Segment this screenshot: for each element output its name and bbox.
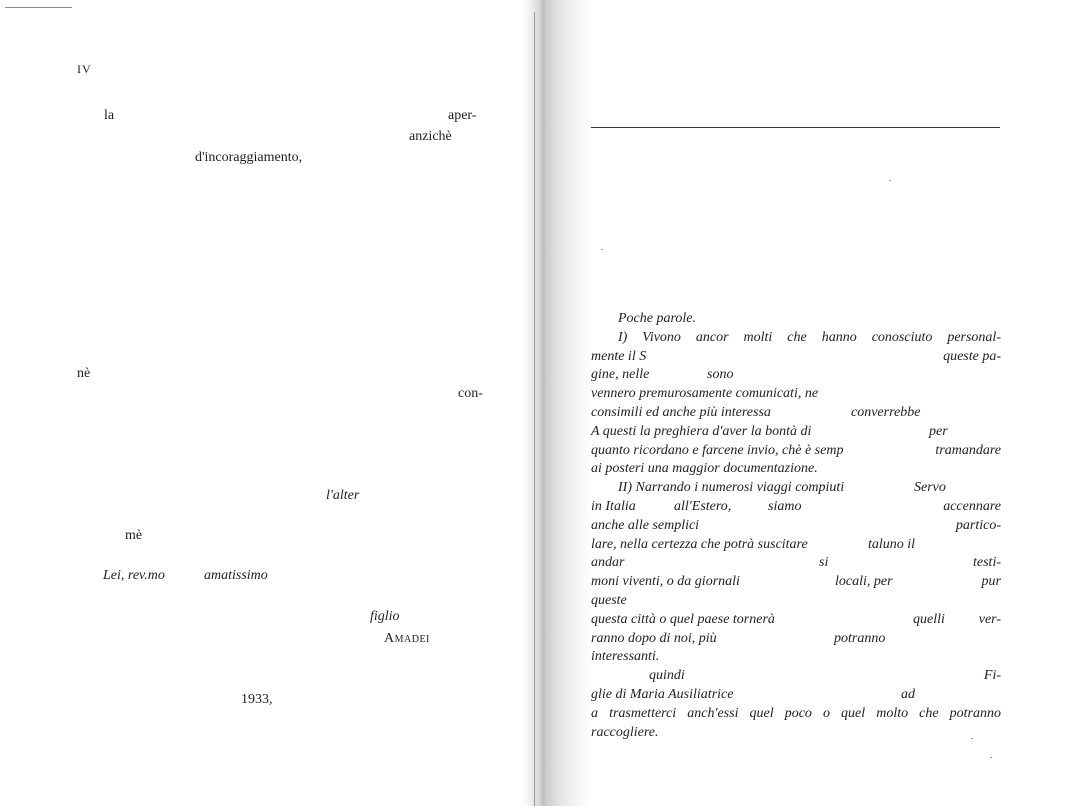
text-fragment: mente il S (591, 348, 647, 364)
word-me: mè (125, 528, 143, 543)
text-line (591, 724, 1001, 743)
text-fragment: ranno dopo di noi, più (591, 630, 717, 646)
text-line (591, 536, 1001, 555)
text-fragment: locali, per (835, 574, 893, 590)
text-line (591, 554, 1001, 573)
text-fragment: taluno il (868, 536, 916, 552)
text-line (591, 573, 1001, 592)
text-fragment: quanto ricordano e farcene invio, chè è semp (591, 442, 844, 458)
text-line (591, 498, 1001, 517)
text-fragment: converrebbe (851, 404, 921, 420)
word-year: 1933, (241, 692, 273, 707)
text-fragment: consimili ed anche più interessa (591, 404, 771, 420)
text-fragment: II) Narrando i numerosi viaggi compiuti (618, 480, 845, 496)
text-line (591, 348, 1001, 367)
text-fragment: gine, nelle (591, 367, 650, 383)
word-amatissimo: amatissimo (204, 568, 268, 583)
text-line (591, 630, 1001, 649)
text-line (591, 479, 1001, 498)
text-line (591, 686, 1001, 705)
text-fragment: sono (707, 367, 734, 383)
text-fragment: interessanti. (591, 649, 660, 665)
text-line (591, 329, 1001, 348)
text-line (591, 460, 1001, 479)
text-fragment: per (929, 423, 948, 439)
word-lei-revmo: Lei, rev.mo (103, 568, 165, 583)
text-fragment: Poche parole. (618, 311, 697, 326)
text-fragment: vennero premurosamente comunicati, ne (591, 386, 819, 402)
text-line (591, 310, 1001, 329)
text-fragment: glie di Maria Ausiliatrice (591, 686, 734, 702)
text-fragment: testi- (973, 555, 1001, 571)
text-line (591, 385, 1001, 404)
text-fragment: ai posteri una maggior documentazione. (591, 461, 818, 477)
page-fold-line (534, 12, 535, 806)
text-fragment: moni viventi, o da giornali (591, 574, 740, 590)
word-aper: aper- (448, 108, 477, 123)
speck (889, 180, 891, 181)
word-alter: l'alter (326, 488, 360, 503)
text-line (591, 423, 1001, 442)
text-fragment: lare, nella certezza che potrà suscitare (591, 536, 808, 552)
word-figlio: figlio (370, 609, 400, 624)
text-fragment: A questi la preghiera d'aver la bontà di (591, 423, 812, 439)
signature-amadei: Amadei (384, 631, 430, 646)
text-fragment: raccogliere. (591, 724, 659, 740)
speck (601, 249, 603, 250)
speck (990, 757, 992, 758)
word-anziche: anzichè (409, 129, 452, 144)
text-line (591, 404, 1001, 423)
text-line (591, 648, 1001, 667)
text-fragment: Servo (914, 480, 946, 496)
text-fragment: a trasmetterci anch'essi quel poco o quel molto che potranno (591, 705, 1001, 721)
text-fragment: accennare (943, 498, 1001, 514)
book-gutter-shadow (522, 0, 592, 806)
text-fragment: quindi (649, 668, 685, 684)
text-fragment: tramandare (935, 442, 1001, 458)
text-fragment: Fi- (983, 668, 1001, 684)
text-fragment: partico- (955, 517, 1001, 533)
top-edge-rule (5, 7, 72, 8)
header-rule (591, 127, 1000, 128)
text-fragment: andar (591, 555, 625, 571)
text-fragment: queste (591, 592, 627, 608)
text-line (591, 442, 1001, 461)
text-fragment: potranno (834, 630, 886, 646)
text-fragment: queste pa- (943, 348, 1001, 364)
text-line (591, 611, 1001, 630)
word-ne: nè (77, 366, 91, 381)
text-line (591, 667, 1001, 686)
word-incoraggiamento: d'incoraggiamento, (195, 150, 303, 165)
text-fragment: all'Estero, (674, 498, 732, 514)
word-con: con- (458, 386, 483, 401)
text-line (591, 366, 1001, 385)
text-fragment: si (819, 555, 829, 571)
text-line (591, 705, 1001, 724)
right-page-text (591, 310, 1001, 742)
text-fragment: questa città o quel paese tornerà (591, 611, 775, 627)
text-fragment: in Italia (591, 498, 636, 514)
text-line (591, 517, 1001, 536)
text-fragment: siamo (768, 498, 802, 514)
word-la: la (104, 108, 115, 123)
text-fragment: quelli (913, 611, 945, 627)
text-fragment: pur (981, 574, 1001, 590)
text-line (591, 592, 1001, 611)
text-fragment: ad (901, 686, 915, 702)
text-fragment: ver- (978, 611, 1001, 627)
text-fragment: anche alle semplici (591, 517, 700, 533)
left-page-number: IV (77, 62, 92, 76)
text-fragment: I) Vivono ancor molti che hanno conosciuto personal- (618, 329, 1001, 345)
